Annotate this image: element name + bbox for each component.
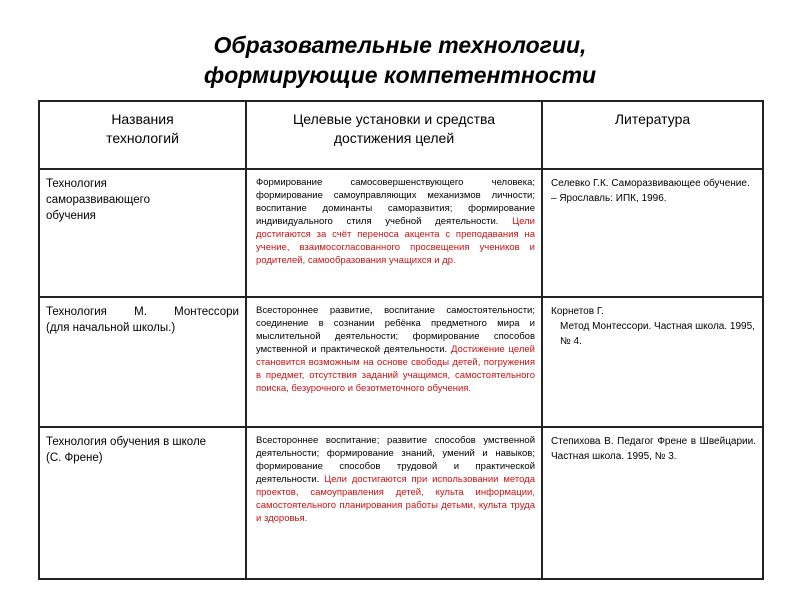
technology-name-cell [39,427,246,579]
literature-text: Селевко Г.К. Саморазвивающее обучение. – Ярославль: ИПК, 1996. [551,178,750,204]
literature-text: Степихова В. Педагог Френе в Швейцарии. Частная школа. 1995, № 3. [551,436,756,462]
literature-cell [542,297,763,427]
goals-text-main: Формирование самосовершенствующего человека; формирование самоуправляющих механизмов личности; воспитание доминанты саморазвития; формирование индивидуального стиля учебной деятельности. [256,177,535,227]
technologies-table [38,100,764,580]
literature-cell [542,427,763,579]
technology-name-line-2: (для начальной школы.) [46,322,176,334]
goals-text-means: Достижение целей становится возможным на основе свободы детей, погружения в предмет, отсутствия заданий учащимся, самостоятельного поиска, безурочного и безотметочного обучения. [256,344,535,394]
technology-name-cell [39,169,246,297]
technology-name [40,298,245,336]
technology-name-line-1: Технология М. Монтессори [46,306,239,318]
goals-text-main: Всестороннее развитие, воспитание самостоятельности; соединение в сознании ребёнка предметного мира и мыслительной деятельности; формирование способов умственной и практической деятельности. [256,305,535,355]
technology-name: Технология саморазвивающего обучения [46,178,150,222]
header-technology-names [39,101,246,169]
goals-text [247,298,541,395]
table-header-row [39,101,763,169]
header-goals [246,101,542,169]
table-row [39,427,763,579]
table-row [39,169,763,297]
goals-text [247,170,541,267]
header-literature [542,101,763,169]
goals-text [247,428,541,525]
goals-text-main: Всестороннее воспитание; развитие способов умственной деятельности; формирование знаний, умений и навыков; формирование способов трудовой и практической деятельности. [256,435,535,485]
goals-text-means: Цели достигаются за счёт переноса акцента с преподавания на учение, взаимосогласованного просвещения учеников и родителей, самообразования учащихся и др. [256,216,535,266]
title-line-2: формирующие компетентности [203,62,597,88]
literature-line-3: № 4. [560,336,582,347]
literature-line-1: Корнетов Г. [551,306,604,317]
header-goals-label: Целевые установки и средства достижения целей [292,111,496,146]
header-technology-names-label: Названия технологий [106,111,179,146]
goals-cell [246,169,542,297]
literature-cell [542,169,763,297]
title-line-1: Образовательные технологии, [213,32,587,58]
header-literature-label: Литература [614,111,691,127]
literature-text [543,298,762,349]
page-title [0,30,800,90]
technology-name-cell [39,297,246,427]
literature-line-2: Метод Монтессори. Частная школа. 1995, [560,321,755,332]
technology-name [40,428,245,466]
technology-name-line-2: (С. Френе) [46,452,103,464]
goals-text-means: Цели достигаются при использовании метода проектов, самоуправления детей, культа информации, самостоятельного планирования работы детьми, культа труда и здоровья. [256,474,535,524]
goals-cell [246,427,542,579]
goals-cell [246,297,542,427]
technology-name-line-1: Технология обучения в школе [46,436,207,448]
table-row [39,297,763,427]
